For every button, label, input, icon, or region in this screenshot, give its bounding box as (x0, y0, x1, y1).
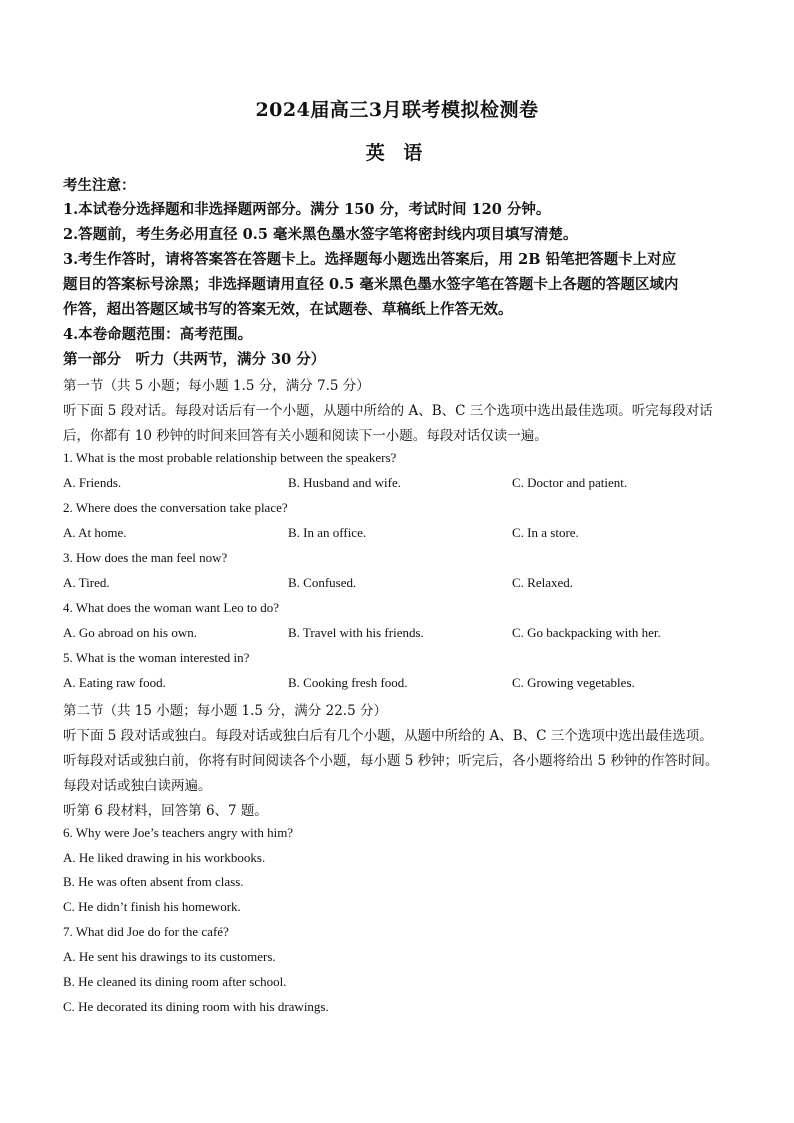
option-b: B. Husband and wife. (288, 475, 402, 490)
section1-heading: 第一节（共 5 小题；每小题 1.5 分，满分 7.5 分） (63, 378, 370, 394)
option-a: A. Friends. (63, 475, 122, 490)
material-note: 听第 6 段材料，回答第 6、7 题。 (63, 803, 268, 819)
subject-title: 英 语 (365, 142, 429, 164)
option-c: C. In a store. (512, 525, 579, 540)
notice-item: 4.本卷命题范围：高考范围。 (63, 326, 253, 343)
exam-title: 2024届高三3月联考模拟检测卷 (255, 99, 539, 121)
option-a: A. Go abroad on his own. (63, 625, 197, 640)
notice-item: 2.答题前，考生务必用直径 0.5 毫米黑色墨水签字笔将密封线内项目填写清楚。 (63, 226, 578, 243)
question-stem: 2. Where does the conversation take place? (63, 500, 288, 515)
option-c: C. He decorated its dining room with his drawings. (63, 999, 329, 1014)
option-b: B. He was often absent from class. (63, 874, 244, 889)
question-stem: 1. What is the most probable relationship between the speakers? (63, 450, 397, 465)
question-stem: 4. What does the woman want Leo to do? (63, 600, 280, 615)
part1-heading: 第一部分 听力（共两节，满分 30 分） (63, 351, 326, 368)
option-b: B. In an office. (288, 525, 367, 540)
option-c: C. He didn’t finish his homework. (63, 899, 241, 914)
option-c: C. Growing vegetables. (512, 675, 635, 690)
question-stem: 3. How does the man feel now? (63, 550, 228, 565)
question-stem: 6. Why were Joe’s teachers angry with him? (63, 825, 294, 840)
option-a: A. At home. (63, 525, 127, 540)
notice-heading: 考生注意： (63, 177, 136, 194)
notice-item: 3.考生作答时，请将答案答在答题卡上。选择题每小题选出答案后，用 2B 铅笔把答题卡上对应 (63, 251, 677, 268)
option-b: B. Confused. (288, 575, 357, 590)
option-c: C. Relaxed. (512, 575, 574, 590)
section2-instructions: 听每段对话或独白前，你将有时间阅读各个小题，每小题 5 秒钟；听完后，各小题将给出 5 秒钟的作答时间。 (63, 753, 719, 769)
section2-instructions: 每段对话或独白读两遍。 (63, 778, 212, 794)
notice-item: 作答，超出答题区域书写的答案无效，在试题卷、草稿纸上作答无效。 (63, 301, 513, 318)
option-c: C. Doctor and patient. (512, 475, 628, 490)
section1-instructions: 听下面 5 段对话。每段对话后有一个小题，从题中所给的 A、B、C 三个选项中选出最佳选项。听完每段对话 (63, 403, 713, 419)
section1-instructions: 后，你都有 10 秒钟的时间来回答有关小题和阅读下一小题。每段对话仅读一遍。 (63, 428, 548, 444)
notice-item: 题目的答案标号涂黑；非选择题请用直径 0.5 毫米黑色墨水签字笔在答题卡上各题的答题区域内 (63, 276, 679, 293)
option-c: C. Go backpacking with her. (512, 625, 661, 640)
section2-instructions: 听下面 5 段对话或独白。每段对话或独白后有几个小题，从题中所给的 A、B、C 三个选项中选出最佳选项。 (63, 728, 713, 744)
option-a: A. Eating raw food. (63, 675, 166, 690)
notice-item: 1.本试卷分选择题和非选择题两部分。满分 150 分，考试时间 120 分钟。 (63, 201, 551, 218)
option-b: B. Travel with his friends. (288, 625, 424, 640)
option-a: A. Tired. (63, 575, 110, 590)
question-stem: 5. What is the woman interested in? (63, 650, 250, 665)
option-b: B. He cleaned its dining room after school. (63, 974, 287, 989)
section2-heading: 第二节（共 15 小题；每小题 1.5 分，满分 22.5 分） (63, 703, 387, 719)
option-a: A. He sent his drawings to its customers. (63, 949, 276, 964)
option-b: B. Cooking fresh food. (288, 675, 408, 690)
option-a: A. He liked drawing in his workbooks. (63, 850, 266, 865)
question-stem: 7. What did Joe do for the café? (63, 924, 229, 939)
